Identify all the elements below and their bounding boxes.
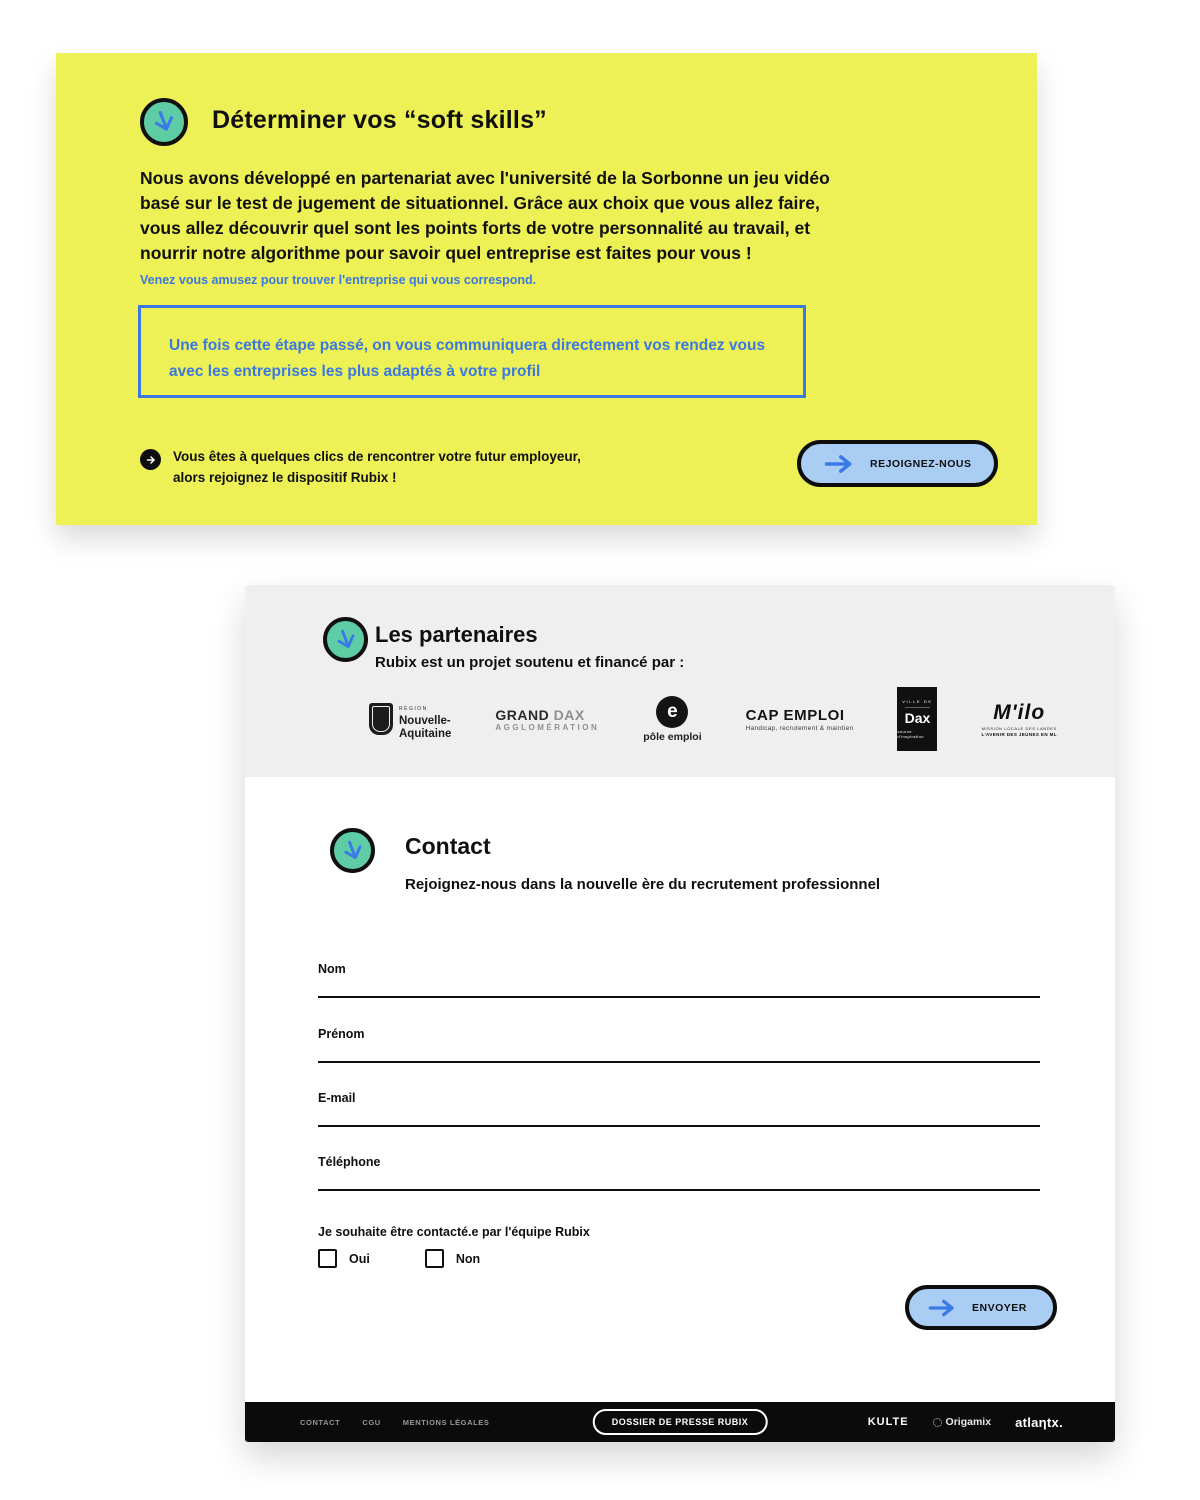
milo-sub2: L'AVENIR DES JEUNES EN ML: [981, 732, 1057, 737]
partners-contact-card: [245, 585, 1115, 1442]
arrow-right-icon: [823, 453, 855, 475]
logo-ville-de-dax: [897, 687, 937, 751]
hero-note-text: [173, 447, 581, 489]
oui-checkbox[interactable]: [318, 1249, 337, 1268]
callout-box: [138, 305, 806, 398]
arrow-right-circle-icon: [140, 449, 161, 470]
pole-emploi-icon: e: [656, 696, 688, 728]
telephone-label: Téléphone: [318, 1155, 381, 1169]
email-label: E-mail: [318, 1091, 356, 1105]
na-region: RÉGION: [399, 706, 428, 713]
oui-label: Oui: [349, 1251, 370, 1266]
footer-logos: [868, 1402, 1063, 1442]
arrow-down-right-icon: [330, 828, 375, 873]
milo-word: M'ilo: [993, 701, 1046, 724]
form-field-prenom: [318, 1027, 1040, 1063]
envoyer-label: ENVOYER: [972, 1301, 1027, 1314]
rejoignez-nous-label: REJOIGNEZ-NOUS: [870, 457, 972, 470]
footer-link-contact[interactable]: CONTACT: [300, 1417, 341, 1427]
envoyer-button[interactable]: [905, 1285, 1057, 1330]
hero-note-line2: alors rejoignez le dispositif Rubix !: [173, 469, 397, 485]
consent-options: [318, 1249, 480, 1268]
logo-cap-emploi: [746, 707, 854, 732]
dax-top: VILLE DE: [902, 699, 933, 704]
gd-word1: GRAND: [495, 706, 550, 723]
arrow-right-icon: [927, 1298, 957, 1318]
form-field-email: [318, 1091, 1040, 1127]
consent-option-non: [425, 1249, 480, 1268]
logo-milo: [981, 701, 1057, 737]
consent-question: Je souhaite être contacté.e par l'équipe Rubix: [318, 1225, 590, 1239]
partners-title: Les partenaires: [375, 622, 538, 647]
partners-section: [245, 585, 1115, 777]
arrow-down-right-icon: [140, 98, 188, 146]
footer-link-mentions-legales[interactable]: MENTIONS LÉGALES: [402, 1417, 490, 1427]
dax-bottom: source d'inspiration: [897, 729, 924, 739]
na-line3: Aquitaine: [399, 728, 452, 740]
origamix-logo: [933, 1416, 992, 1428]
section-paragraph: Nous avons développé en partenariat avec l'université de la Sorbonne un jeu vidéo basé sur le test de jugement de situationnel. Grâce aux choix que vous allez faire, vous allez découvrir quel sont les points forts de votre personnalité au travail, et nourrir notre algorithme pour savoir quel entreprise est faites pour vous !: [140, 168, 830, 264]
ce-line1: CAP EMPLOI: [745, 706, 845, 724]
partner-logos: [369, 683, 1057, 755]
origamix-ring-icon: [933, 1418, 942, 1427]
pe-label: pôle emploi: [643, 730, 702, 743]
non-checkbox[interactable]: [425, 1249, 444, 1268]
non-label: Non: [455, 1251, 481, 1266]
arrow-down-right-icon: [323, 617, 368, 662]
prenom-label: Prénom: [318, 1027, 365, 1041]
hero-note: [140, 447, 581, 489]
form-field-nom: [318, 962, 1040, 998]
prenom-input[interactable]: [318, 1041, 1040, 1063]
na-line2: Nouvelle-: [399, 715, 451, 728]
rejoignez-nous-button[interactable]: [797, 440, 998, 487]
consent-option-oui: [318, 1249, 370, 1268]
callout-text: Une fois cette étape passé, on vous communiquera directement vos rendez vous avec les entreprises les plus adaptés à votre profil: [169, 337, 766, 380]
logo-region-nouvelle-aquitaine: [369, 697, 451, 740]
shield-icon: [369, 703, 393, 735]
origamix-label: Origamix: [945, 1416, 992, 1428]
atlantx-logo: atlaηtx.: [1015, 1414, 1063, 1430]
contact-title: Contact: [405, 833, 491, 859]
footer: [245, 1402, 1115, 1442]
dossier-presse-button[interactable]: DOSSIER DE PRESSE RUBIX: [593, 1409, 768, 1435]
email-input[interactable]: [318, 1105, 1040, 1127]
footer-link-cgu[interactable]: CGU: [362, 1417, 381, 1427]
gd-line2: AGGLOMÉRATION: [495, 722, 600, 732]
gd-word2: DAX: [553, 706, 585, 723]
section-tagline: Venez vous amusez pour trouver l'entreprise qui vous correspond.: [140, 273, 537, 287]
nom-input[interactable]: [318, 976, 1040, 998]
milo-sub1: MISSION LOCALE DES LANDES: [981, 726, 1057, 731]
ce-line2: Handicap, recrutement & maintien: [745, 724, 854, 732]
form-field-telephone: [318, 1155, 1040, 1191]
footer-links: [300, 1402, 489, 1442]
nom-label: Nom: [318, 962, 346, 976]
soft-skills-section: [56, 53, 1037, 525]
logo-pole-emploi: [643, 696, 701, 743]
contact-subtitle: Rejoignez-nous dans la nouvelle ère du recrutement professionnel: [405, 876, 881, 893]
partners-subtitle: Rubix est un projet soutenu et financé par :: [375, 654, 685, 671]
logo-grand-dax: [495, 707, 599, 732]
hero-note-line1: Vous êtes à quelques clics de rencontrer votre futur employeur,: [173, 449, 581, 464]
telephone-input[interactable]: [318, 1169, 1040, 1191]
kulte-logo: KULTE: [867, 1416, 909, 1428]
section-title: Déterminer vos “soft skills”: [212, 106, 547, 134]
dax-mid: Dax: [905, 707, 931, 726]
